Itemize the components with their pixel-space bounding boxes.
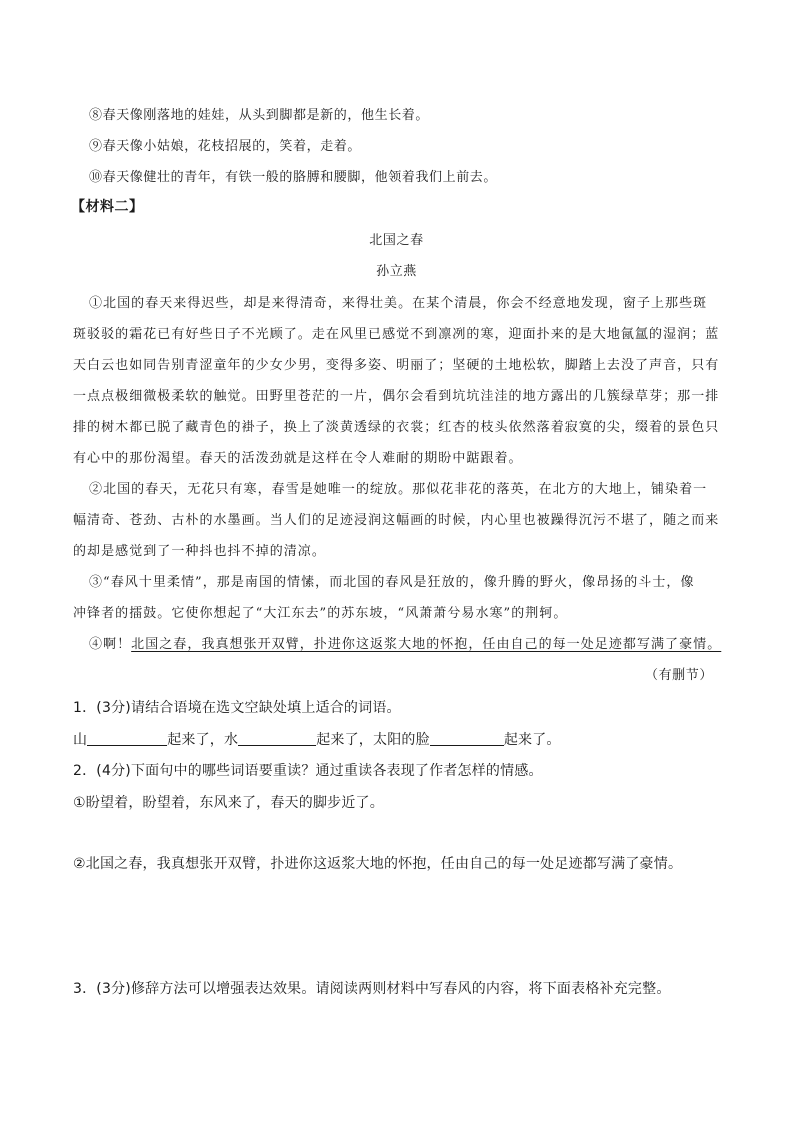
answer-blank-2[interactable] <box>238 731 316 746</box>
para2-line: 幅清奇、苍劲、古朴的水墨画。当人们的足迹浸润这幅画的时候，内心里也被躁得沉污不堪了，随之而来 <box>73 513 720 528</box>
material1-item-8: ⑧春天像刚落地的娃娃，从头到脚都是新的，他生长着。 <box>89 108 430 123</box>
para2-line: 的却是感觉到了一种抖也抖不掉的清凉。 <box>73 544 326 559</box>
question-1-fill-line <box>73 729 561 749</box>
para4-underlined-sentence: 北国之春，我真想张开双臂，扑进你这返浆大地的怀抱，任由自己的每一处足迹都写满了豪情。 <box>131 637 722 652</box>
fill-text-d: 起来了。 <box>503 732 561 748</box>
para2-line: ②北国的春天，无花只有寒，春雪是她唯一的绽放。那似花非花的落英，在北方的大地上，铺染着一 <box>89 482 708 497</box>
para1-line: ①北国的春天来得迟些，却是来得清奇，来得壮美。在某个清晨，你会不经意地发现，窗子上那些斑 <box>89 296 708 311</box>
fill-text-b: 起来了，水 <box>167 732 239 748</box>
para1-line: 排的树木都已脱了藏青色的褂子，换上了淡黄透绿的衣裳；红杏的枝头依然落着寂寞的尖，缀着的景色只 <box>73 420 720 435</box>
para1-line: 斑驳驳的霜花已有好些日子不光顾了。走在风里已感觉不到凛冽的寒，迎面扑来的是大地氤氲的湿润；蓝 <box>73 327 720 342</box>
para3-line: ③“春风十里柔情”，那是南国的情愫，而北国的春风是狂放的，像升腾的野火，像昂扬的斗士，像 <box>89 575 695 590</box>
article-title: 北国之春 <box>369 233 424 248</box>
article-author: 孙立燕 <box>376 264 417 279</box>
answer-blank-3[interactable] <box>430 731 504 746</box>
fill-text-a: 山 <box>73 732 88 748</box>
para4-prefix: ④啊！ <box>89 637 132 652</box>
question-2-stem: 2．(4分)下面句中的哪些词语要重读？通过重读各表现了作者怎样的情感。 <box>73 763 543 779</box>
material1-item-10: ⑩春天像健壮的青年，有铁一般的胳膊和腰脚，他领着我们上前去。 <box>89 170 498 185</box>
question-3-stem: 3．(3分)修辞方法可以增强表达效果。请阅读两则材料中写春风的内容，将下面表格补充完整。 <box>73 981 671 997</box>
material1-item-9: ⑨春天像小姑娘，花枝招展的，笑着，走着。 <box>89 139 362 154</box>
answer-blank-1[interactable] <box>87 731 167 746</box>
para4-line <box>89 633 721 652</box>
para1-line: 一点点极细微极柔软的触觉。田野里苍茫的一片，偶尔会看到坑坑洼洼的地方露出的几簇绿草芽；那一排 <box>73 389 720 404</box>
question-1-stem: 1．(3分)请结合语境在选文空缺处填上适合的词语。 <box>73 700 401 716</box>
para1-line: 天白云也如同告别青涩童年的少女少男，变得多姿、明丽了；坚硬的土地松软，脚踏上去没了声音，只有 <box>73 358 720 373</box>
para1-line: 有心中的那份渴望。春天的活泼劲就是这样在令人难耐的期盼中踮跟着。 <box>73 451 523 466</box>
material2-label: 【材料二】 <box>71 199 144 215</box>
abridged-note: （有删节） <box>644 668 713 683</box>
fill-text-c: 起来了，太阳的脸 <box>316 732 430 748</box>
question-2-sentence-1: ①盼望着，盼望着，东风来了，春天的脚步近了。 <box>73 795 384 811</box>
question-2-sentence-2: ②北国之春，我真想张开双臂，扑进你这返浆大地的怀抱，任由自己的每一处足迹都写满了豪情。 <box>73 856 683 872</box>
para3-line: 冲锋者的擂鼓。它使你想起了“大江东去”的苏东坡，“风萧萧兮易水寒”的荆轲。 <box>73 606 568 621</box>
